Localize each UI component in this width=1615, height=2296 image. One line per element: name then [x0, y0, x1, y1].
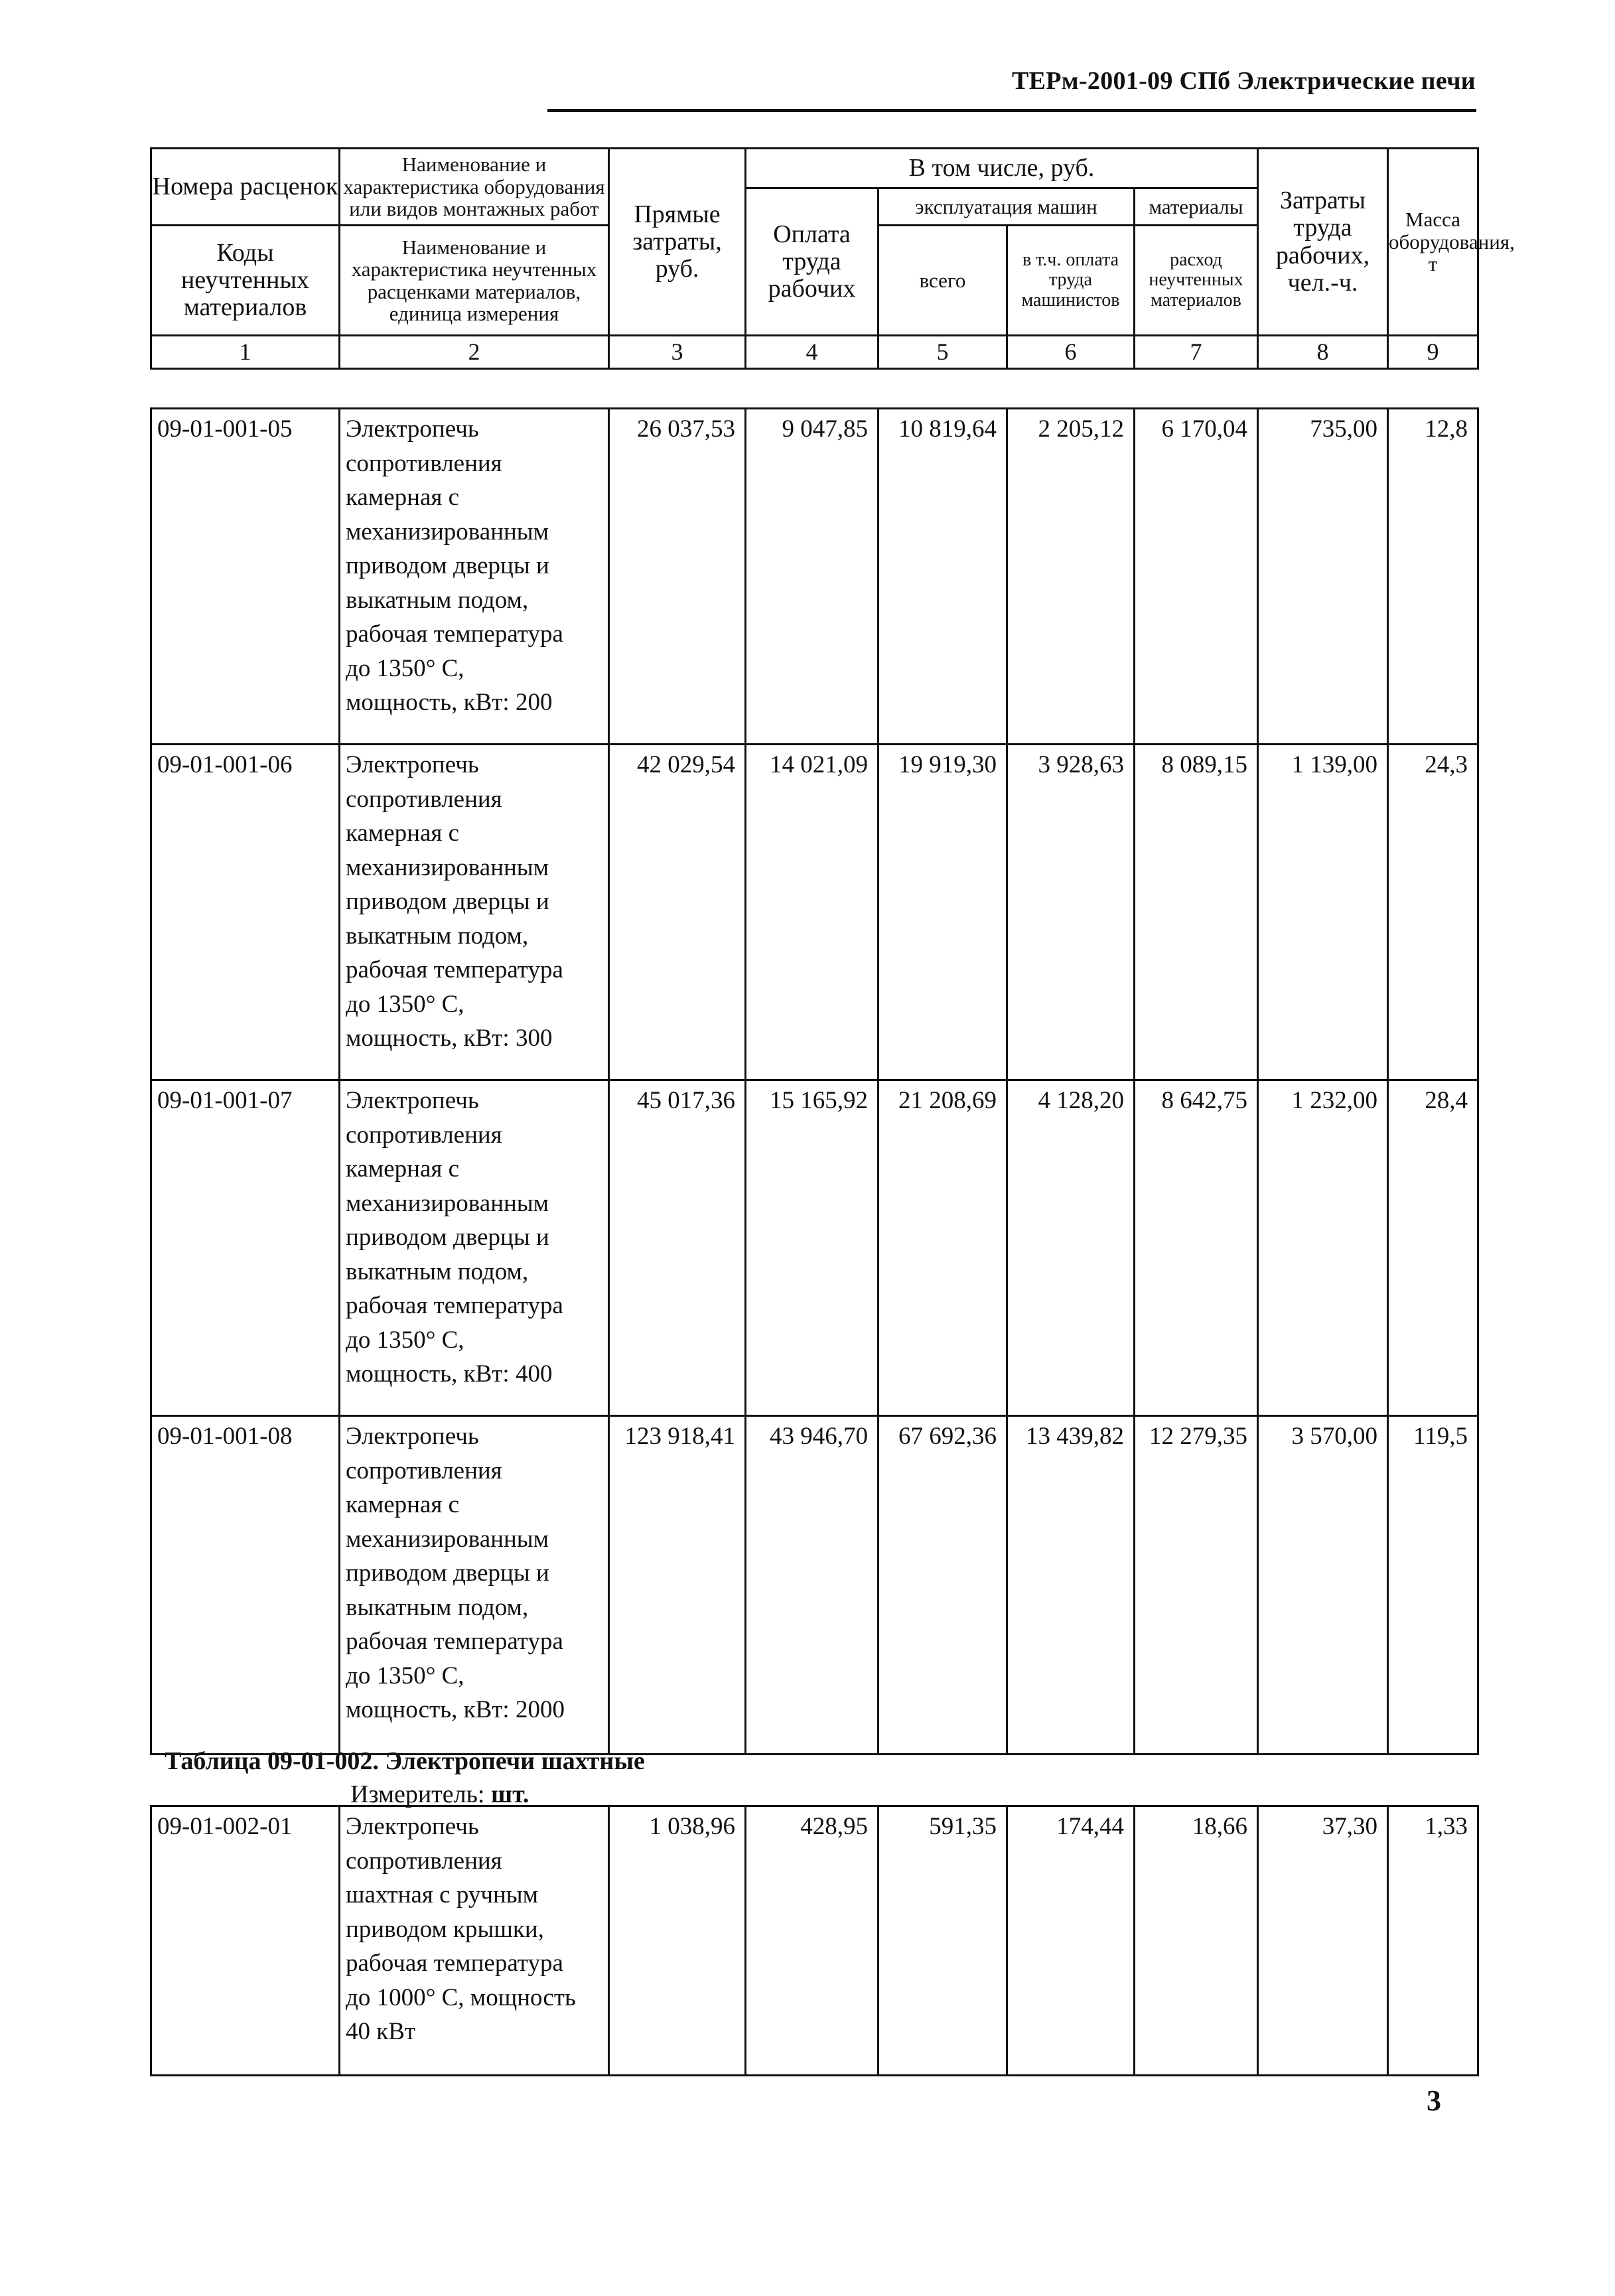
desc-line: камерная с [346, 1491, 460, 1518]
materials-cost: 8 089,15 [1135, 745, 1258, 1080]
direct-costs: 123 918,41 [609, 1416, 746, 1755]
table-row [151, 409, 1478, 745]
desc-line: рабочая температура [346, 1628, 563, 1655]
desc-line: механизированным [346, 1525, 549, 1553]
worker-pay: 15 165,92 [746, 1080, 878, 1416]
desc-line: мощность, кВт: 300 [346, 1025, 553, 1052]
desc-line: сопротивления [346, 1847, 502, 1875]
desc-line: до 1350° С, [346, 1662, 464, 1689]
labor-hours: 1 232,00 [1258, 1080, 1388, 1416]
desc-line: мощность, кВт: 400 [346, 1360, 553, 1388]
desc-line: приводом дверцы и [346, 552, 549, 579]
labor-hours: 1 139,00 [1258, 745, 1388, 1080]
machines-total: 21 208,69 [878, 1080, 1007, 1416]
col-header-rate-numbers: Номера расценок [151, 149, 340, 226]
desc-line: мощность, кВт: 200 [346, 689, 553, 716]
column-header-table [150, 147, 1515, 370]
direct-costs: 1 038,96 [609, 1806, 746, 2076]
desc-line: до 1350° С, [346, 1326, 464, 1354]
measure-label: Измеритель: [350, 1780, 491, 1808]
rate-code: 09-01-001-08 [151, 1416, 340, 1755]
col-number: 9 [1388, 336, 1478, 369]
worker-pay: 9 047,85 [746, 409, 878, 745]
desc-line: камерная с [346, 1155, 460, 1183]
desc-line: сопротивления [346, 1121, 502, 1149]
materials-cost: 6 170,04 [1135, 409, 1258, 745]
machinist-pay: 174,44 [1007, 1806, 1135, 2076]
rate-description [340, 1080, 609, 1416]
col-header-materials: материалы [1135, 188, 1258, 226]
table-row [151, 1806, 1478, 2076]
desc-line: выкатным подом, [346, 1257, 529, 1285]
desc-line: Электропечь [346, 1423, 479, 1450]
rate-code: 09-01-002-01 [151, 1806, 340, 2076]
desc-line: механизированным [346, 518, 549, 545]
desc-line: сопротивления [346, 785, 502, 813]
desc-line: выкатным подом, [346, 1593, 529, 1621]
rate-description [340, 1806, 609, 2076]
equipment-mass: 24,3 [1388, 745, 1478, 1080]
rate-description [340, 409, 609, 745]
desc-line: приводом крышки, [346, 1915, 544, 1943]
measure-unit: шт. [491, 1780, 529, 1808]
desc-line: камерная с [346, 820, 460, 847]
desc-line: 40 кВт [346, 2018, 416, 2045]
col-header-machines-total: всего [878, 226, 1007, 336]
table-row [151, 745, 1478, 1080]
desc-line: рабочая температура [346, 956, 563, 983]
rate-code: 09-01-001-05 [151, 409, 340, 745]
materials-cost: 18,66 [1135, 1806, 1258, 2076]
machines-total: 67 692,36 [878, 1416, 1007, 1755]
desc-line: механизированным [346, 1189, 549, 1217]
desc-line: Электропечь [346, 1087, 479, 1114]
desc-line: выкатным подом, [346, 586, 529, 614]
table-row [151, 1080, 1478, 1416]
machines-total: 591,35 [878, 1806, 1007, 2076]
desc-line: Электропечь [346, 415, 479, 443]
desc-line: рабочая температура [346, 620, 563, 648]
table-row [151, 1416, 1478, 1755]
desc-line: камерная с [346, 484, 460, 511]
shaft-furnace-table [150, 1805, 1479, 2076]
desc-line: Электропечь [346, 751, 479, 778]
direct-costs: 26 037,53 [609, 409, 746, 745]
desc-line: до 1350° С, [346, 654, 464, 682]
col-number: 1 [151, 336, 340, 369]
col-header-equipment-name: Наименование и характеристика оборудования или видов монтажных работ [340, 149, 609, 226]
equipment-mass: 28,4 [1388, 1080, 1478, 1416]
rates-table [150, 407, 1479, 1755]
machinist-pay: 13 439,82 [1007, 1416, 1135, 1755]
equipment-mass: 1,33 [1388, 1806, 1478, 2076]
col-header-unaccounted-materials: Наименование и характеристика неучтенных расценками материалов, единица измерения [340, 226, 609, 336]
materials-cost: 12 279,35 [1135, 1416, 1258, 1755]
page-number: 3 [1427, 2084, 1441, 2117]
labor-hours: 735,00 [1258, 409, 1388, 745]
col-header-unaccounted-codes: Коды неучтенных материалов [151, 226, 340, 336]
col-header-machinist-pay: в т.ч. оплата труда машинистов [1007, 226, 1135, 336]
col-header-including-group: В том числе, руб. [746, 149, 1258, 188]
col-number: 4 [746, 336, 878, 369]
col-header-material-use: расход неучтенных материалов [1135, 226, 1258, 336]
desc-line: приводом дверцы и [346, 1224, 549, 1251]
subtable-caption: Таблица 09-01-002. Электропечи шахтные [165, 1747, 645, 1775]
direct-costs: 45 017,36 [609, 1080, 746, 1416]
desc-line: до 1000° С, мощность [346, 1983, 576, 2011]
equipment-mass: 119,5 [1388, 1416, 1478, 1755]
col-number: 2 [340, 336, 609, 369]
desc-line: приводом дверцы и [346, 1559, 549, 1587]
col-number: 5 [878, 336, 1007, 369]
desc-line: мощность, кВт: 2000 [346, 1696, 565, 1723]
labor-hours: 37,30 [1258, 1806, 1388, 2076]
page-header-title: ТЕРм-2001-09 СПб Электрические печи [1011, 67, 1476, 95]
col-header-worker-pay: Оплата труда рабочих [746, 188, 878, 336]
desc-line: сопротивления [346, 1457, 502, 1484]
equipment-mass: 12,8 [1388, 409, 1478, 745]
desc-line: шахтная с ручным [346, 1881, 539, 1908]
desc-line: приводом дверцы и [346, 888, 549, 915]
desc-line: сопротивления [346, 449, 502, 477]
desc-line: до 1350° С, [346, 990, 464, 1018]
rate-description [340, 1416, 609, 1755]
labor-hours: 3 570,00 [1258, 1416, 1388, 1755]
desc-line: рабочая температура [346, 1292, 563, 1319]
machines-total: 19 919,30 [878, 745, 1007, 1080]
col-header-labor-hours: Затраты труда рабочих, чел.-ч. [1258, 149, 1388, 336]
col-number: 3 [609, 336, 746, 369]
machinist-pay: 2 205,12 [1007, 409, 1135, 745]
col-header-equipment-mass: Масса оборудования, т [1388, 149, 1478, 336]
rate-code: 09-01-001-06 [151, 745, 340, 1080]
rate-code: 09-01-001-07 [151, 1080, 340, 1416]
col-number: 7 [1135, 336, 1258, 369]
worker-pay: 14 021,09 [746, 745, 878, 1080]
rate-description [340, 745, 609, 1080]
direct-costs: 42 029,54 [609, 745, 746, 1080]
header-rule [547, 109, 1476, 112]
col-number: 8 [1258, 336, 1388, 369]
worker-pay: 43 946,70 [746, 1416, 878, 1755]
machinist-pay: 3 928,63 [1007, 745, 1135, 1080]
desc-line: Электропечь [346, 1813, 479, 1840]
materials-cost: 8 642,75 [1135, 1080, 1258, 1416]
desc-line: рабочая температура [346, 1950, 563, 1977]
desc-line: выкатным подом, [346, 922, 529, 950]
col-header-machine-operation: эксплуатация машин [878, 188, 1135, 226]
machinist-pay: 4 128,20 [1007, 1080, 1135, 1416]
machines-total: 10 819,64 [878, 409, 1007, 745]
worker-pay: 428,95 [746, 1806, 878, 2076]
desc-line: механизированным [346, 853, 549, 881]
col-header-direct-costs: Прямые затраты, руб. [609, 149, 746, 336]
col-number: 6 [1007, 336, 1135, 369]
